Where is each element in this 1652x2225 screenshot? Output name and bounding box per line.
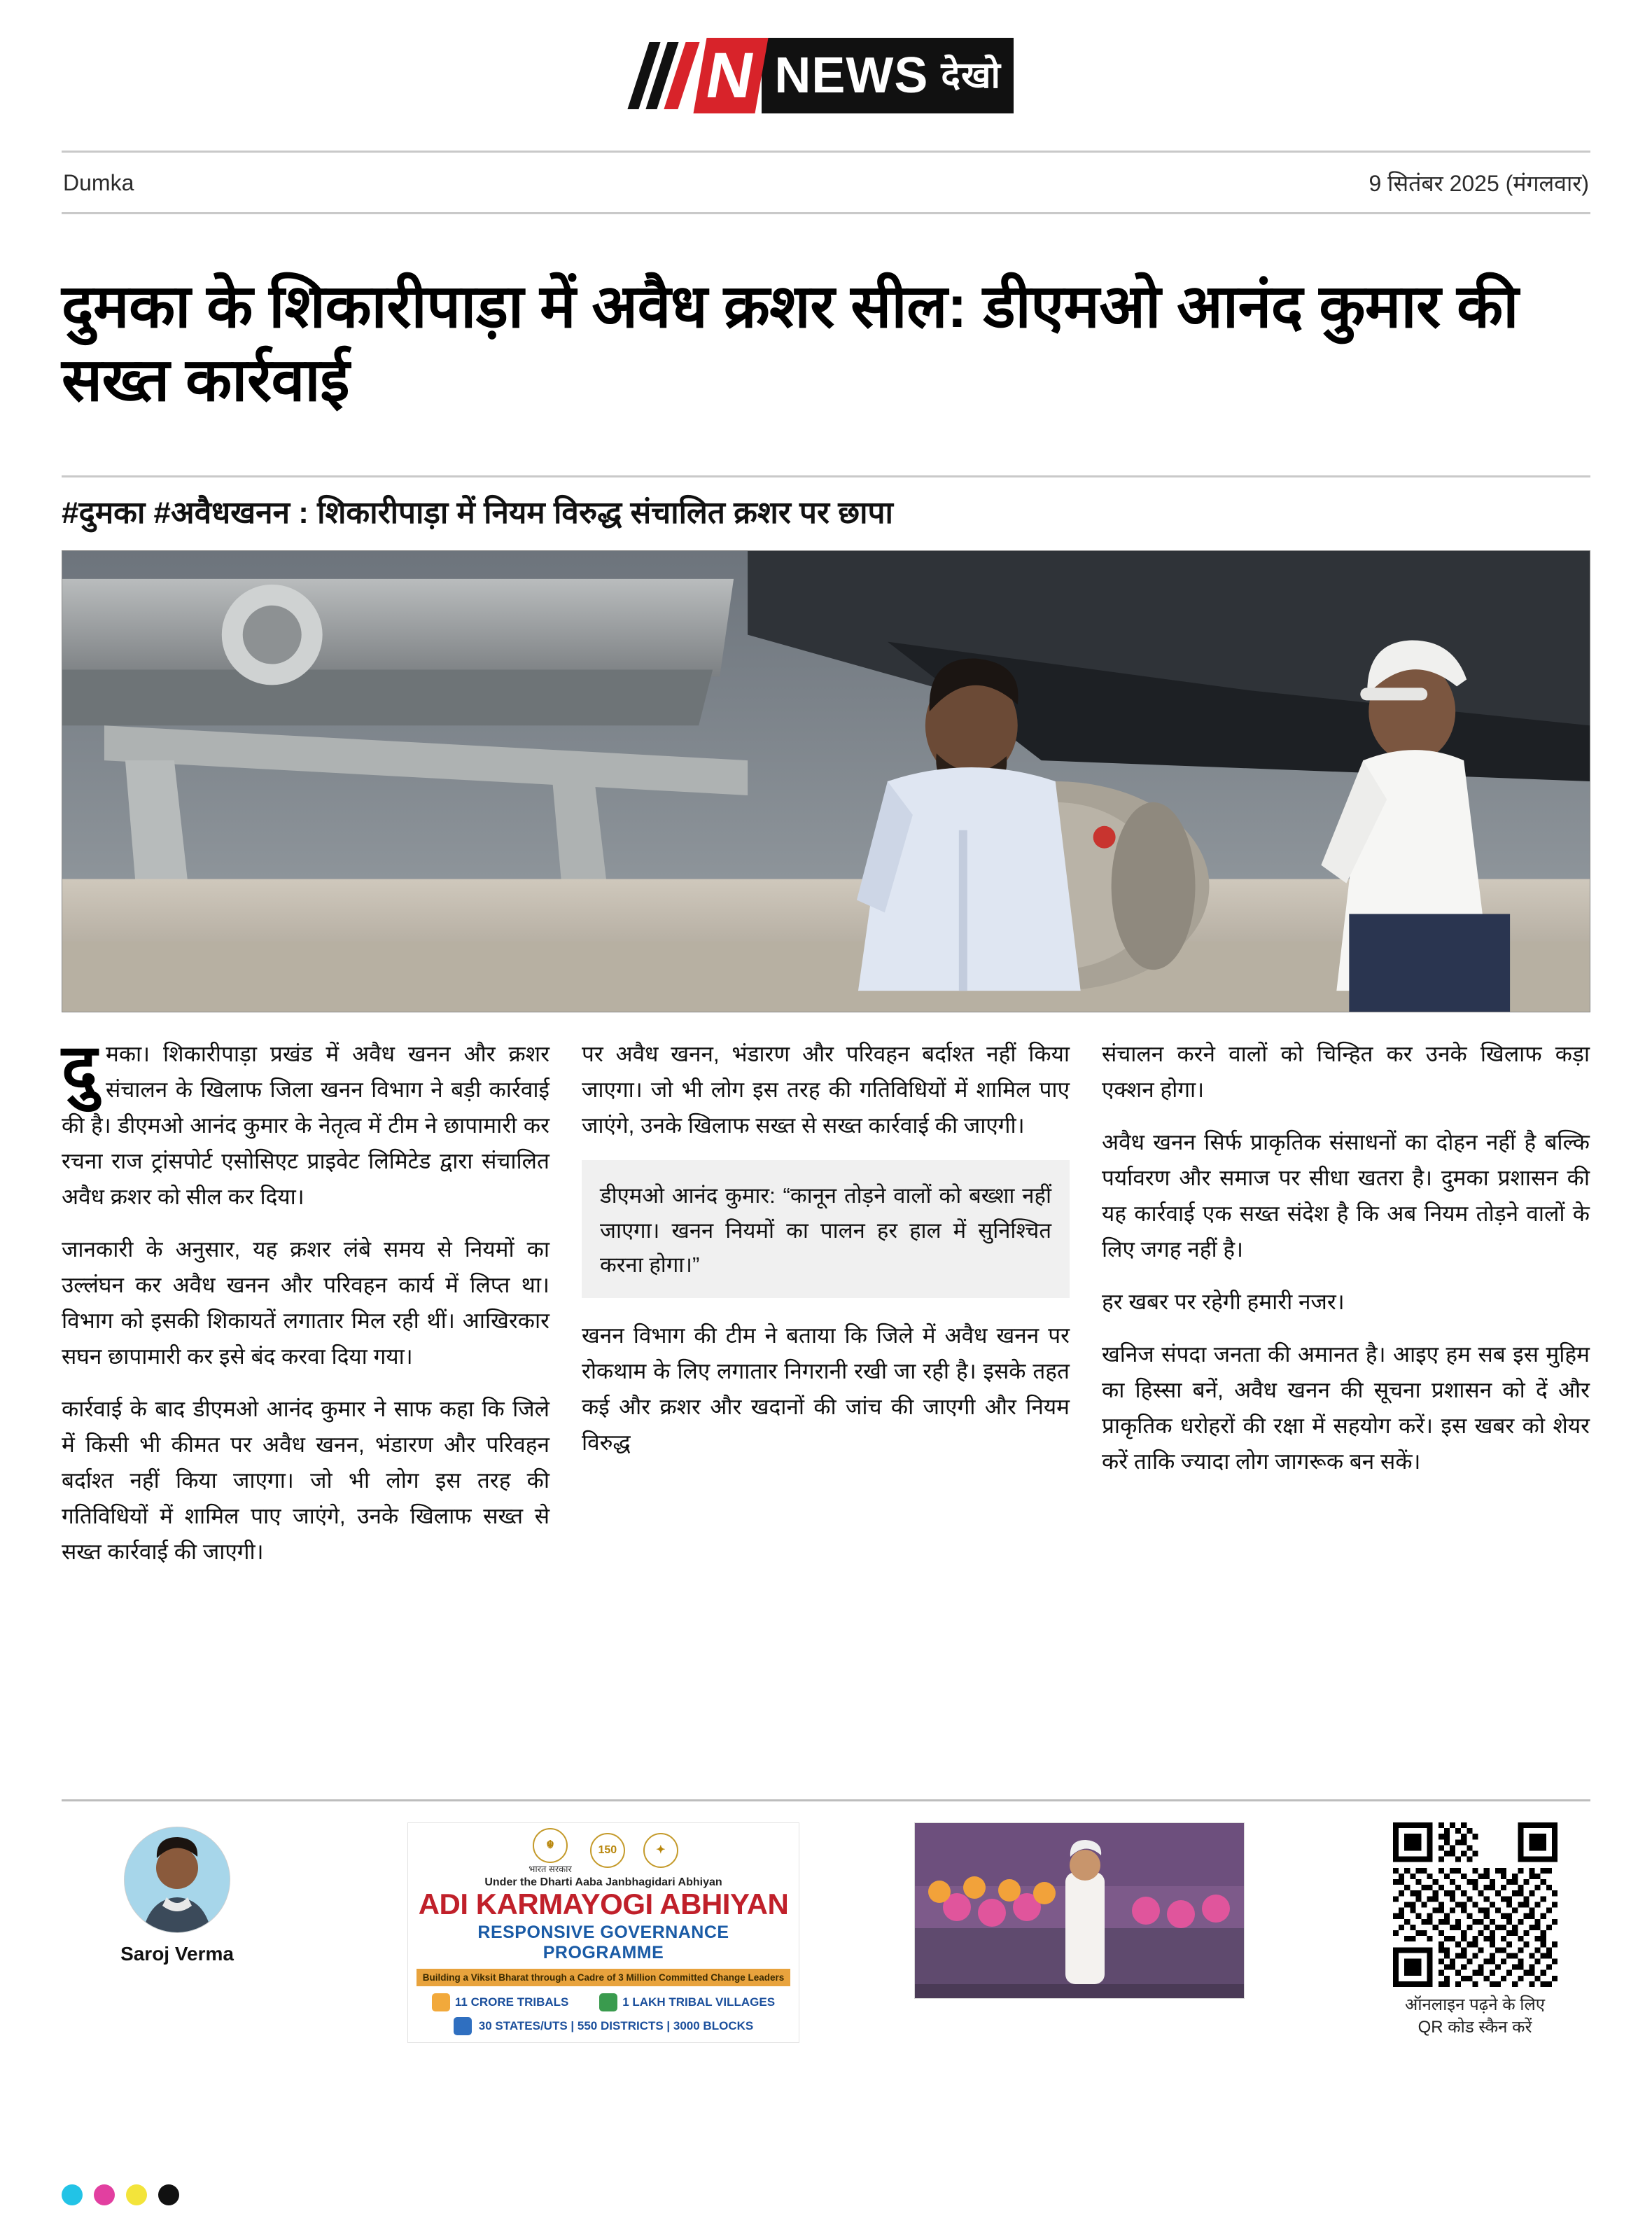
ad-stat-coverage: 30 STATES/UTS | 550 DISTRICTS | 3000 BLOCKS (416, 2017, 790, 2035)
paragraph: जानकारी के अनुसार, यह क्रशर लंबे समय से नियमों का उल्लंघन कर अवैध खनन और परिवहन कार्य में लिप्त था। विभाग को इसकी शिकायतें लगातार मिल रही थीं। आखिरकार सघन छापामारी कर इसे बंद करवा दिया गया। (62, 1236, 550, 1369)
masthead (62, 0, 1590, 151)
dateline (62, 153, 1590, 212)
ad-stat-tribals: 11 CRORE TRIBALS (432, 1993, 568, 2011)
gov-emblem-icon: ☬ भारत सरकार (528, 1828, 572, 1874)
paragraph: कार्रवाई के बाद डीएमओ आनंद कुमार ने साफ कहा कि जिले में किसी भी कीमत पर अवैध खनन, भंडारण और परिवहन बर्दाश्त नहीं किया जाएगा। जो भी लोग इस तरह की गतिविधियों में शामिल पाए जाएंगे, उनके खिलाफ सख्त से सख्त कार्रवाई की जाएगी। (62, 1396, 550, 1565)
hero-photo-graphic (62, 551, 1590, 1012)
logo-wordmark (762, 38, 1014, 113)
ad-subtitle: RESPONSIVE GOVERNANCE PROGRAMME (477, 1923, 729, 1963)
site-logo[interactable] (638, 38, 1014, 113)
subheadline: #दुमका #अवैधखनन : शिकारीपाड़ा में नियम विरुद्ध संचालित क्रशर पर छापा (62, 496, 893, 531)
paragraph: हर खबर पर रहेगी हमारी नजर। (1102, 1289, 1345, 1315)
dot-yellow (126, 2184, 147, 2205)
article-body (62, 1031, 1590, 1792)
government-ad[interactable] (407, 1822, 799, 2043)
paragraph: पर अवैध खनन, भंडारण और परिवहन बर्दाश्त नहीं किया जाएगा। जो भी लोग इस तरह की गतिविधियों में शामिल पाए जाएंगे, उनके खिलाफ सख्त से सख्त कार्रवाई की जाएगी। (582, 1041, 1070, 1138)
ad-photo (914, 1822, 1245, 1999)
people-icon (432, 1993, 450, 2011)
pull-quote: डीएमओ आनंद कुमार: “कानून तोड़ने वालों को बख्शा नहीं जाएगा। खनन नियमों का पालन हर हाल में सुनिश्चित करना होगा।” (582, 1160, 1070, 1298)
reporter-block (62, 1822, 293, 1965)
dot-magenta (94, 2184, 115, 2205)
paragraph: संचालन करने वालों को चिन्हित कर उनके खिलाफ कड़ा एक्शन होगा। (1102, 1041, 1590, 1103)
paragraph-text: मका। शिकारीपाड़ा प्रखंड में अवैध खनन और क्रशर संचालन के खिलाफ जिला खनन विभाग ने बड़ी कार्रवाई की है। डीएमओ आनंद कुमार के नेतृत्व में टीम ने छापामारी कर रचना राज ट्रांसपोर्ट एसोसिएट प्राइवेट लिमिटेड द्वारा संचालित अवैध क्रशर को सील कर दिया। (62, 1041, 550, 1210)
ad-top-line: Under the Dharti Aaba Janbhagidari Abhiyan (484, 1876, 722, 1889)
column-1 (62, 1031, 550, 1792)
paragraph: अवैध खनन सिर्फ प्राकृतिक संसाधनों का दोहन नहीं है बल्कि पर्यावरण और समाज पर सीधा खतरा है। दुमका प्रशासन की यह कार्रवाई एक सख्त संदेश है कि अब नियम तोड़ने वालों के लिए जगह नहीं है। (1102, 1129, 1590, 1262)
paragraph (62, 1031, 550, 1215)
column-2 (582, 1036, 1070, 1792)
qr-caption (1359, 1994, 1590, 2039)
ad-title: ADI KARMAYOGI ABHIYAN (418, 1888, 789, 1921)
ad-emblem-row (416, 1830, 790, 1872)
anniversary-150-icon: 150 (590, 1833, 625, 1869)
logo-slashes-icon (638, 38, 696, 113)
logo-news-text: NEWS (774, 47, 929, 104)
avatar (124, 1827, 230, 1933)
dateline-place: Dumka (63, 170, 134, 195)
amrit-mahotsav-icon: ✦ (643, 1833, 678, 1869)
paragraph: खनिज संपदा जनता की अमानत है। आइए हम सब इस मुहिम का हिस्सा बनें, अवैध खनन की सूचना प्रशासन को दें और प्राकृतिक धरोहरों की रक्षा में सहयोग करें। इस खबर को शेयर करें ताकि ज्यादा लोग जागरूक बन सकें। (1102, 1341, 1590, 1474)
print-registration-dots (62, 2184, 179, 2205)
page-footer (62, 1801, 1590, 2043)
dateline-date: 9 सितंबर 2025 (मंगलवार) (1368, 171, 1589, 196)
logo-dekho-text: देखो (941, 55, 1002, 96)
page-title: दुमका के शिकारीपाड़ा में अवैध क्रशर सील: डीएमओ आनंद कुमार की सख्त कार्रवाई (62, 272, 1519, 414)
logo-n-letter: N (693, 38, 768, 113)
avatar-photo (125, 1827, 230, 1932)
qr-caption-line2: QR कोड स्कैन करें (1418, 2018, 1532, 2037)
qr-code[interactable] (1393, 1822, 1558, 1987)
qr-caption-line1: ऑनलाइन पढ़ने के लिए (1404, 1995, 1546, 2015)
dot-black (158, 2184, 179, 2205)
ad-band-text: Building a Viksit Bharat through a Cadre of 3 Million Committed Change Leaders (416, 1969, 790, 1986)
qr-block[interactable] (1359, 1822, 1590, 2039)
qr-code-graphic (1393, 1822, 1558, 1987)
paragraph: खनन विभाग की टीम ने बताया कि जिले में अवैध खनन पर रोकथाम के लिए लगातार निगरानी रखी जा रही है। इसके तहत कई और क्रशर और खदानों की जांच की जाएगी और नियम विरुद्ध (582, 1322, 1070, 1455)
hero-photo (62, 550, 1590, 1012)
ad-stats-row (416, 1993, 790, 2011)
dot-cyan (62, 2184, 83, 2205)
ad-photo-graphic (915, 1823, 1244, 1998)
map-icon (454, 2017, 472, 2035)
drop-cap: दु (62, 1031, 97, 1107)
column-3 (1102, 1036, 1590, 1792)
reporter-name: Saroj Verma (120, 1943, 234, 1965)
village-icon (599, 1993, 617, 2011)
dateline-divider (62, 212, 1590, 214)
ad-stat-villages: 1 LAKH TRIBAL VILLAGES (599, 1993, 775, 2011)
